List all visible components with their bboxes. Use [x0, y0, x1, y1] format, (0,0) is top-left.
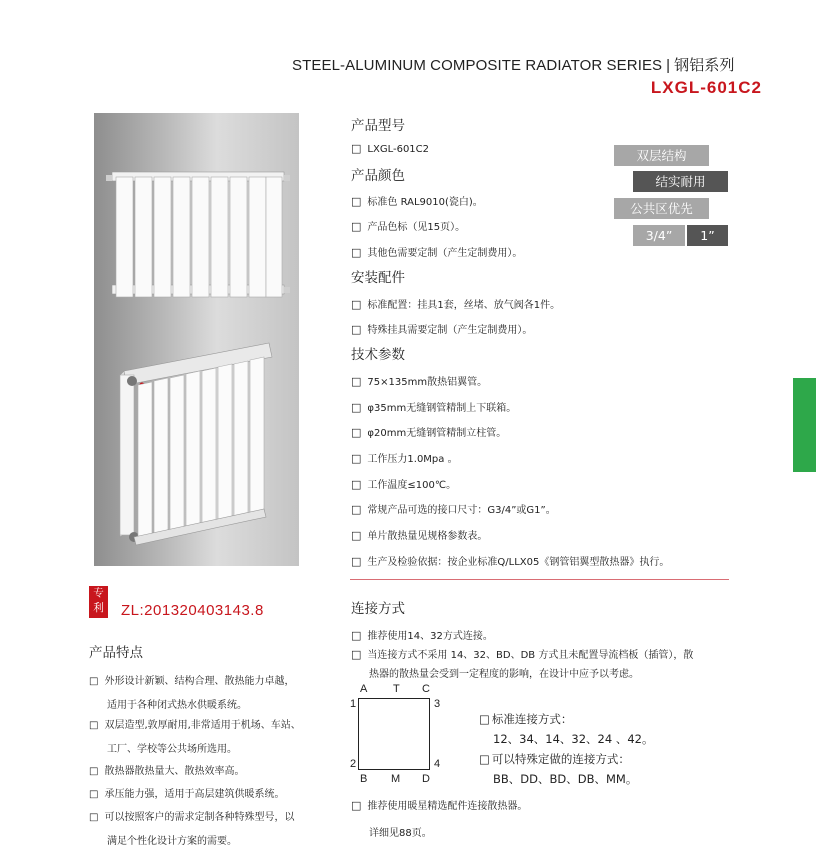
section-divider [350, 579, 729, 580]
connection-heading: 连接方式 [351, 601, 405, 617]
feature-line: 可以按照客户的需求定制各种特殊型号，以 [104, 812, 295, 823]
connection-diagram [350, 683, 450, 788]
checkbox-icon: □ [351, 799, 362, 812]
spec-item-text: 工作压力1.0Mpa 。 [367, 454, 458, 465]
tag-sturdy: 结实耐用 [633, 171, 728, 192]
feature-item [89, 672, 339, 711]
series-title-en: STEEL-ALUMINUM COMPOSITE RADIATOR SERIES [292, 57, 663, 74]
spec-item [351, 476, 456, 491]
connection-item-text: 推荐使用14、32方式连接。 [367, 631, 493, 642]
features-heading: 产品特点 [89, 645, 143, 661]
accessories-item [351, 321, 532, 336]
patent-badge-bottom: 利 [93, 602, 104, 614]
checkbox-icon: □ [351, 426, 362, 439]
spec-item-text: 工作温度≤100℃。 [367, 480, 457, 491]
diagram-label-a: A [360, 683, 368, 695]
series-title [292, 54, 735, 75]
tag-size-3-4: 3/4” [633, 225, 685, 246]
accessories-item [351, 296, 560, 311]
connection-item-cont: 热器的散热量会受到一定程度的影响，在设计中应予以考虑。 [369, 669, 639, 680]
feature-line: 散热器散热量大、散热效率高。 [104, 766, 245, 777]
color-item-text: 其他色需要定制（产生定制费用）。 [367, 248, 523, 259]
checkbox-icon: □ [351, 478, 362, 491]
connection-item-text: 当连接方式不采用 14、32、BD、DB 方式且未配置导流档板（插管），散 [367, 650, 694, 661]
spec-item-text: 单片散热量见规格参数表。 [367, 531, 488, 542]
series-title-cn: 钢铝系列 [674, 57, 735, 74]
checkbox-icon: □ [351, 195, 362, 208]
checkbox-icon: □ [89, 812, 99, 823]
detail-reference: 详细见88页。 [369, 828, 432, 839]
feature-line: 承压能力强，适用于高层建筑供暖系统。 [104, 789, 285, 800]
checkbox-icon: □ [351, 375, 362, 388]
checkbox-icon: □ [89, 720, 99, 731]
feature-item [89, 762, 339, 777]
spec-item-text: 生产及检验依据：按企业标准Q/LLX05《钢管铝翼型散热器》执行。 [367, 557, 670, 568]
radiator-perspective-view [120, 343, 272, 545]
special-connection-label [479, 751, 630, 767]
checkbox-icon: □ [89, 789, 99, 800]
checkbox-icon: □ [89, 766, 99, 777]
checkbox-icon: □ [351, 529, 362, 542]
checkbox-icon: □ [351, 648, 362, 661]
feature-line: 工厂、学校等公共场所选用。 [107, 744, 237, 755]
checkbox-icon: □ [351, 452, 362, 465]
checkbox-icon: □ [479, 752, 490, 766]
radiator-front-view [106, 172, 290, 297]
checkbox-icon: □ [351, 246, 362, 259]
patent-number: ZL:201320403143.8 [121, 602, 264, 619]
color-item [351, 244, 522, 259]
feature-item [89, 808, 339, 847]
checkbox-icon: □ [351, 555, 362, 568]
diagram-label-1: 1 [350, 698, 357, 710]
standard-connection-label [479, 711, 572, 727]
checkbox-icon: □ [89, 676, 99, 687]
special-connection-values: BB、DD、BD、DB、MM。 [493, 772, 638, 786]
diagram-label-3: 3 [434, 698, 441, 710]
spec-item [351, 399, 516, 414]
checkbox-icon: □ [479, 712, 490, 726]
color-item [351, 193, 483, 208]
color-item [351, 218, 465, 233]
spec-item-text: φ35mm无缝钢管精制上下联箱。 [367, 403, 517, 414]
checkbox-icon: □ [351, 298, 362, 311]
diagram-label-b: B [360, 773, 368, 785]
checkbox-icon: □ [351, 142, 362, 155]
side-tab-marker [793, 378, 816, 472]
connection-item [351, 627, 493, 642]
spec-item [351, 450, 458, 465]
diagram-box [358, 698, 430, 770]
checkbox-icon: □ [351, 401, 362, 414]
accessories-item-text: 特殊挂具需要定制（产生定制费用）。 [367, 325, 533, 336]
spec-item [351, 424, 506, 439]
spec-item-text: 75×135mm散热铝翼管。 [367, 377, 488, 388]
tag-double-layer: 双层结构 [614, 145, 709, 166]
color-item-text: 产品色标（见15页）。 [367, 222, 466, 233]
color-heading: 产品颜色 [351, 168, 405, 184]
diagram-label-m: M [391, 773, 401, 785]
patent-badge [89, 586, 108, 618]
model-value: LXGL-601C2 [367, 144, 430, 155]
specs-heading: 技术参数 [351, 347, 405, 363]
connection-item [351, 646, 693, 661]
accessories-heading: 安装配件 [351, 270, 405, 286]
spec-item [351, 373, 487, 388]
tag-public-area: 公共区优先 [614, 198, 709, 219]
spec-item [351, 527, 487, 542]
diagram-label-4: 4 [434, 758, 441, 770]
patent-badge-top: 专 [93, 587, 104, 599]
recommend-text: 推荐使用暖星精选配件连接散热器。 [367, 801, 528, 812]
model-code: LXGL-601C2 [650, 78, 762, 97]
accessories-item-text: 标准配置：挂具1套，丝堵、放气阀各1件。 [367, 300, 561, 311]
diagram-label-t: T [393, 683, 400, 695]
checkbox-icon: □ [351, 629, 362, 642]
checkbox-icon: □ [351, 323, 362, 336]
color-item-text: 标准色 RAL9010(瓷白)。 [367, 197, 483, 208]
tag-size-1: 1” [687, 225, 728, 246]
radiator-images [94, 113, 299, 566]
feature-item [89, 785, 339, 800]
spec-item [351, 553, 669, 568]
diagram-label-d: D [422, 773, 430, 785]
diagram-label-c: C [422, 683, 430, 695]
special-label-text: 可以特殊定做的连接方式： [491, 752, 630, 766]
spec-item [351, 501, 556, 516]
checkbox-icon: □ [351, 503, 362, 516]
model-heading: 产品型号 [351, 118, 405, 134]
standard-label-text: 标准连接方式： [491, 712, 573, 726]
feature-line: 外形设计新颖、结构合理、散热能力卓越， [104, 676, 295, 687]
feature-line: 满足个性化设计方案的需要。 [107, 836, 237, 847]
spec-item-text: φ20mm无缝钢管精制立柱管。 [367, 428, 507, 439]
checkbox-icon: □ [351, 220, 362, 233]
feature-line: 适用于各种闭式热水供暖系统。 [107, 700, 247, 711]
diagram-label-2: 2 [350, 758, 357, 770]
standard-connection-values: 12、34、14、32、24 、42。 [493, 732, 654, 746]
series-separator: | [666, 57, 671, 74]
feature-line: 双层造型,敦厚耐用,非常适用于机场、车站、 [104, 720, 301, 731]
recommend-item [351, 797, 527, 812]
product-photo-panel [94, 113, 299, 566]
spec-item-text: 常规产品可选的接口尺寸：G3/4”或G1”。 [367, 505, 556, 516]
feature-item [89, 716, 339, 755]
model-value-item [351, 142, 429, 155]
